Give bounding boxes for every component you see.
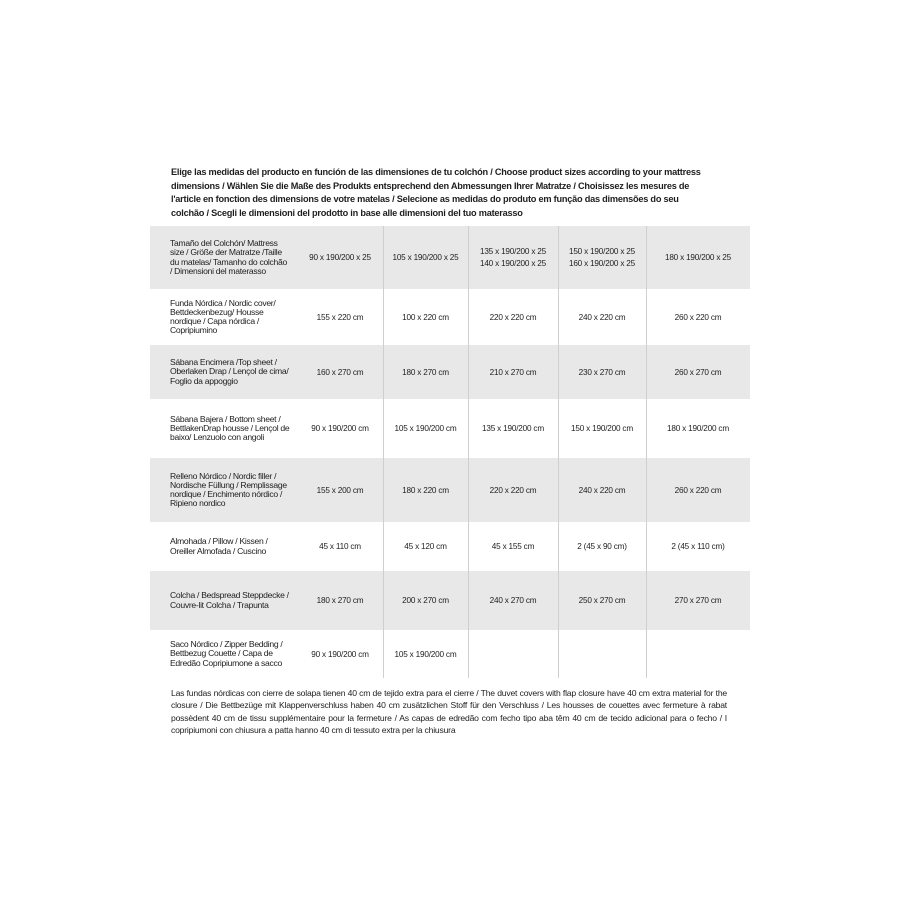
header-size-cell: 105 x 190/200 x 25	[392, 252, 459, 262]
value-cell: 180 x 220 cm	[402, 485, 449, 495]
value-cell: 105 x 190/200 cm	[394, 424, 457, 433]
value-cell: 90 x 190/200 cm	[311, 424, 369, 433]
row-label-text: Sábana Bajera / Bottom sheet / BettlakenDrap housse / Lençol de baixo/ Lenzuolo con angoli	[170, 413, 290, 443]
row-label-cell	[150, 289, 297, 345]
value-cell: 105 x 190/200 cm	[394, 649, 457, 659]
size-table	[150, 226, 750, 678]
value-cell: 250 x 270 cm	[578, 596, 626, 605]
value-cell: 180 x 270 cm	[316, 596, 364, 605]
value-cell: 2 (45 x 90 cm)	[577, 542, 627, 551]
value-cell: 45 x 155 cm	[491, 542, 535, 551]
row-label-text: Funda Nórdica / Nordic cover/ Bettdeckenbezug/ Housse nordique / Capa nórdica / Copripiumino	[170, 297, 276, 336]
value-cell: 220 x 220 cm	[489, 312, 537, 322]
value-cell: 240 x 220 cm	[578, 312, 626, 322]
value-cell: 180 x 190/200 cm	[667, 424, 729, 433]
column-divider	[383, 226, 384, 678]
value-cell: 230 x 270 cm	[578, 367, 626, 377]
value-cell: 155 x 200 cm	[316, 485, 364, 495]
value-cell: 260 x 270 cm	[674, 367, 722, 377]
value-cell: 135 x 190/200 cm	[482, 424, 544, 433]
value-cell: 260 x 220 cm	[674, 312, 722, 322]
column-divider	[646, 226, 647, 678]
value-cell: 150 x 190/200 cm	[571, 424, 633, 433]
footer-note: Las fundas nórdicas con cierre de solapa tienen 40 cm de tejido extra para el cierre / The duvet covers with flap closure have 40 cm extra material for the closure / Die Bettbezüge mit Klappenverschluss haben 40 cm zusätzlichen Stoff für den Verschluss / Les housses de couettes avec fermeture à rabat possèdent 40 cm de tissu supplémentaire pour la fermeture / As capas de edredão com fecho tipo aba têm 40 cm de tecido adicional para o fecho / I copripiumoni con chiusura a patta hanno 40 cm di tessuto extra per la chiusura	[171, 688, 727, 736]
value-cell	[468, 630, 558, 678]
value-cell	[646, 630, 750, 678]
table-row	[150, 458, 750, 522]
table-row	[150, 399, 750, 458]
value-cell: 100 x 220 cm	[402, 312, 449, 322]
value-cell: 2 (45 x 110 cm)	[671, 542, 725, 551]
value-cell: 240 x 270 cm	[489, 596, 537, 605]
row-label-text: Saco Nórdico / Zipper Bedding / Bettbezug Couette / Capa de Edredão Copripiumone a sacco	[170, 639, 283, 668]
column-divider	[468, 226, 469, 678]
table-row	[150, 571, 750, 630]
row-label-cell	[150, 571, 297, 630]
value-cell: 180 x 270 cm	[402, 367, 449, 377]
value-cell: 260 x 220 cm	[674, 485, 722, 495]
row-label-text: Sábana Encimera /Top sheet / Oberlaken Drap / Lençol de cima/ Foglio da appoggio	[170, 357, 289, 386]
row-label-text: Colcha / Bedspread Steppdecke / Couvre-lit Colcha / Trapunta	[170, 590, 289, 610]
row-label-cell	[150, 345, 297, 399]
header-label-cell	[150, 226, 297, 289]
value-cell: 220 x 220 cm	[489, 485, 537, 495]
table-row	[150, 289, 750, 345]
header-size-cell: 135 x 190/200 x 25 140 x 190/200 x 25	[479, 246, 547, 268]
header-size-cell: 180 x 190/200 x 25	[664, 252, 732, 262]
row-label-cell	[150, 458, 297, 522]
table-header-row	[150, 226, 750, 289]
value-cell	[558, 630, 646, 678]
value-cell: 210 x 270 cm	[489, 367, 537, 377]
header-size-cell: 150 x 190/200 x 25 160 x 190/200 x 25	[568, 246, 636, 268]
row-label-cell	[150, 399, 297, 458]
row-label-cell	[150, 630, 297, 678]
column-divider	[558, 226, 559, 678]
header-label-text: Tamaño del Colchón/ Mattress size / Größe der Matratze /Taille du matelas/ Tamanho do colchão / Dimensioni del materasso	[170, 238, 287, 276]
table-row	[150, 522, 750, 571]
table-row	[150, 345, 750, 399]
row-label-cell	[150, 522, 297, 571]
intro-text: Elige las medidas del producto en función de las dimensiones de tu colchón / Choose product sizes according to your mattress dimensions / Wählen Sie die Maße des Produkts entsprechend den Abmessungen Ihrer Matratze / Choisissez les mesures de l'article en fonction des dimensions de votre matelas / Selecione as medidas do produto em função das dimensões do seu colchão / Scegli le dimensioni del prodotto in base alle dimensioni del tuo materasso	[171, 167, 701, 219]
value-cell: 90 x 190/200 cm	[311, 649, 369, 659]
value-cell: 45 x 110 cm	[319, 542, 361, 551]
table-row	[150, 630, 750, 678]
header-size-cell: 90 x 190/200 x 25	[309, 252, 371, 262]
value-cell: 45 x 120 cm	[404, 542, 447, 551]
value-cell: 160 x 270 cm	[316, 367, 364, 377]
value-cell: 155 x 220 cm	[316, 312, 364, 322]
value-cell: 200 x 270 cm	[402, 596, 449, 605]
value-cell: 240 x 220 cm	[578, 485, 626, 495]
row-label-text: Almohada / Pillow / Kissen / Oreiller Almofada / Cuscino	[170, 536, 268, 556]
value-cell: 270 x 270 cm	[674, 596, 722, 605]
row-label-text: Relleno Nórdico / Nordic filler / Nordische Füllung / Remplissage nordique / Enchimento nórdico / Ripieno nordico	[170, 470, 287, 509]
